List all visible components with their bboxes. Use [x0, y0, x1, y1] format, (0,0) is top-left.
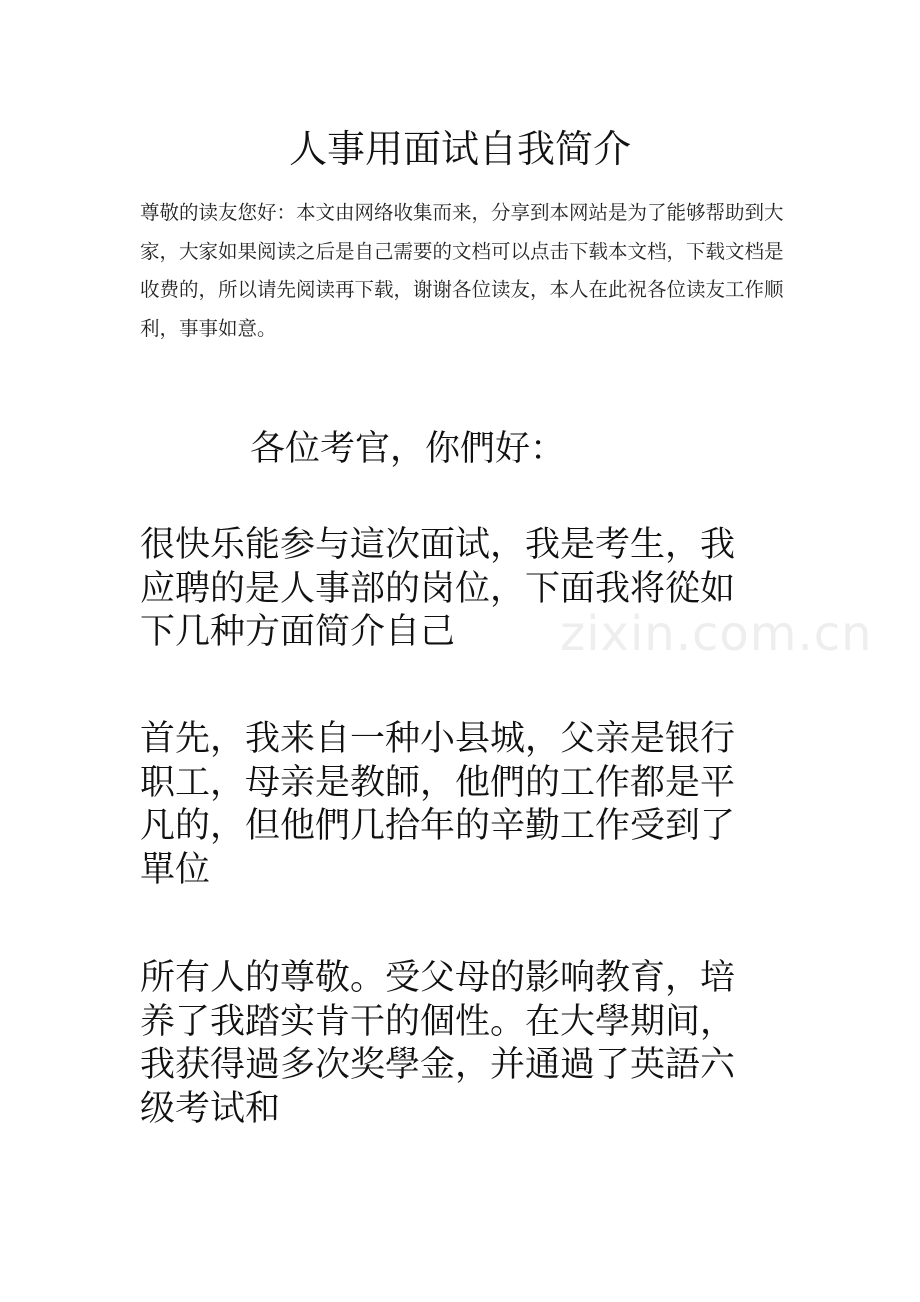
paragraph-line: 首先，我来自一种小县城，父亲是银行 [140, 719, 736, 759]
notice-line: 利，事事如意。 [140, 316, 277, 340]
paragraph-family [140, 718, 780, 892]
notice-line: 家，大家如果阅读之后是自己需要的文档可以点击下载本文档，下载文档是 [140, 239, 784, 263]
greeting-text: 各位考官，你們好： [250, 429, 566, 469]
document-title: 人事用面试自我简介 [288, 127, 631, 171]
reader-notice [140, 194, 784, 348]
paragraph-line: 很快乐能参与這次面试，我是考生，我 [140, 525, 736, 565]
greeting [250, 428, 890, 472]
paragraph-line: 应聘的是人事部的岗位，下面我将從如 [140, 568, 736, 609]
paragraph-line: 职工，母亲是教師，他們的工作都是平 [140, 762, 736, 803]
paragraph-line: 所有人的尊敬。受父母的影响教育，培 [140, 958, 736, 998]
watermark: zixin.com.cn [560, 606, 873, 662]
paragraph-line: 级考试和 [140, 1088, 281, 1129]
paragraph-education [140, 957, 780, 1131]
paragraph-line: 下几种方面简介自己 [140, 612, 456, 652]
paragraph-line: 單位 [140, 849, 211, 890]
paragraph-line: 我获得過多次奖學金，并通過了英語六 [140, 1045, 736, 1085]
notice-line: 尊敬的读友您好：本文由网络收集而来，分享到本网站是为了能够帮助到大 [140, 201, 784, 224]
paragraph-line: 养了我踏实肯干的個性。在大學期间， [140, 1001, 736, 1042]
notice-line: 收费的，所以请先阅读再下载，谢谢各位读友，本人在此祝各位读友工作顺 [140, 278, 784, 301]
paragraph-line: 凡的，但他們几拾年的辛勤工作受到了 [140, 806, 736, 846]
